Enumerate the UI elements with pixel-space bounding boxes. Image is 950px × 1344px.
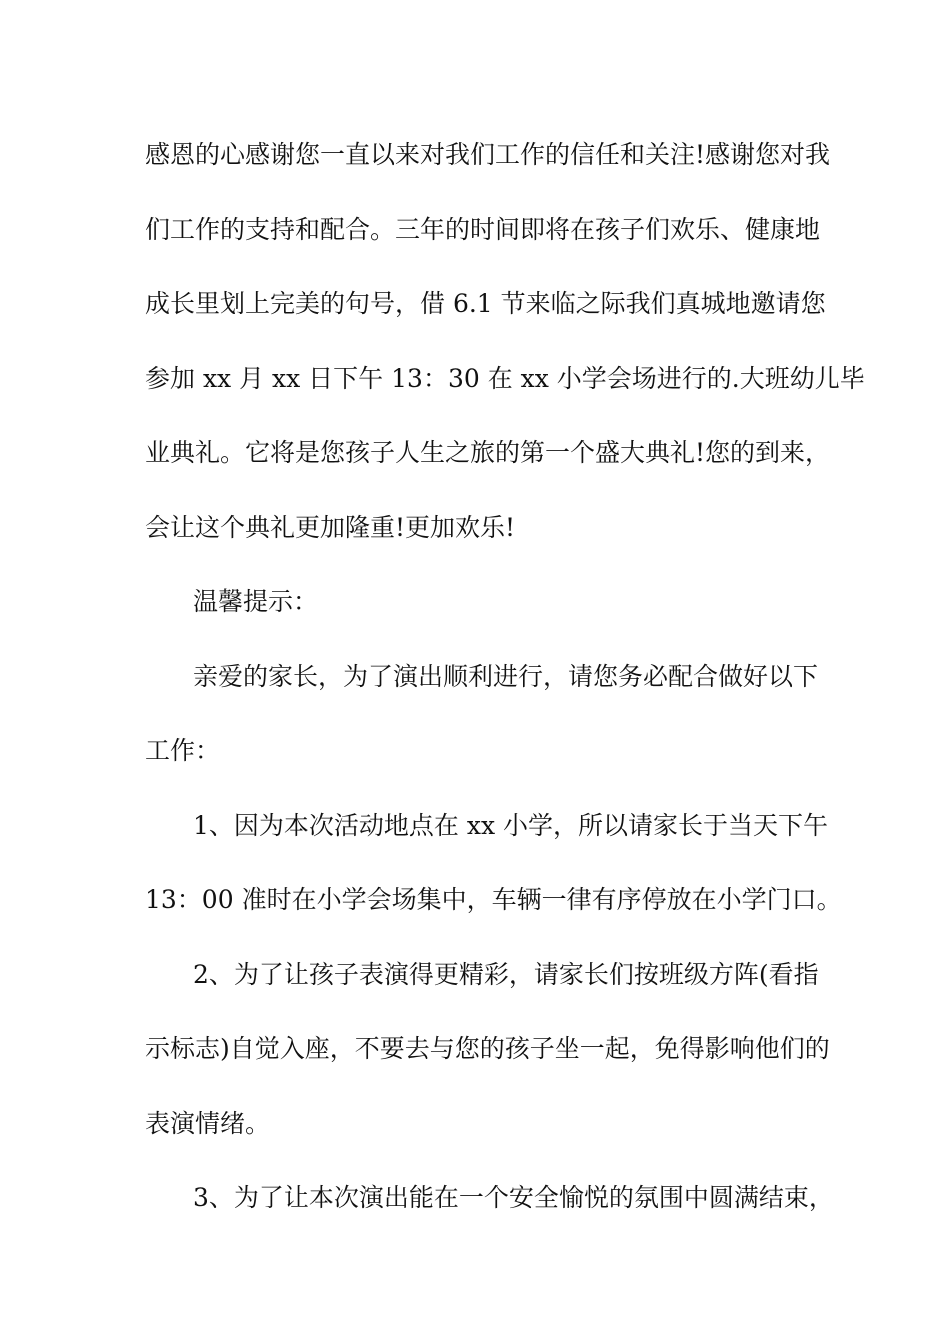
text-line: 表演情绪。	[145, 1108, 271, 1138]
text-line: 会让这个典礼更加隆重!更加欢乐!	[145, 512, 516, 542]
list-item: 2、为了让孩子表演得更精彩，请家长们按班级方阵(看指	[193, 959, 819, 989]
document-body	[145, 130, 865, 1248]
text-line: 亲爱的家长，为了演出顺利进行，请您务必配合做好以下	[193, 661, 819, 691]
text-line: 业典礼。它将是您孩子人生之旅的第一个盛大典礼!您的到来，	[145, 438, 831, 467]
text-line: 成长里划上完美的句号，借 6.1 节来临之际我们真城地邀请您	[145, 289, 826, 318]
text-line: 感恩的心感谢您一直以来对我们工作的信任和关注!感谢您对我	[145, 140, 831, 169]
text-line: 工作：	[145, 736, 221, 765]
text-line: 13：00 准时在小学会场集中，车辆一律有序停放在小学门口。	[145, 885, 842, 914]
section-heading: 温馨提示：	[193, 587, 319, 616]
list-item: 3、为了让本次演出能在一个安全愉悦的氛围中圆满结束，	[193, 1183, 834, 1212]
text-line: 参加 xx 月 xx 日下午 13：30 在 xx 小学会场进行的.大班幼儿毕	[145, 363, 865, 393]
list-item: 1、因为本次活动地点在 xx 小学，所以请家长于当天下午	[193, 810, 828, 840]
text-line: 们工作的支持和配合。三年的时间即将在孩子们欢乐、健康地	[145, 214, 821, 244]
text-line: 示标志)自觉入座，不要去与您的孩子坐一起，免得影响他们的	[145, 1034, 830, 1063]
